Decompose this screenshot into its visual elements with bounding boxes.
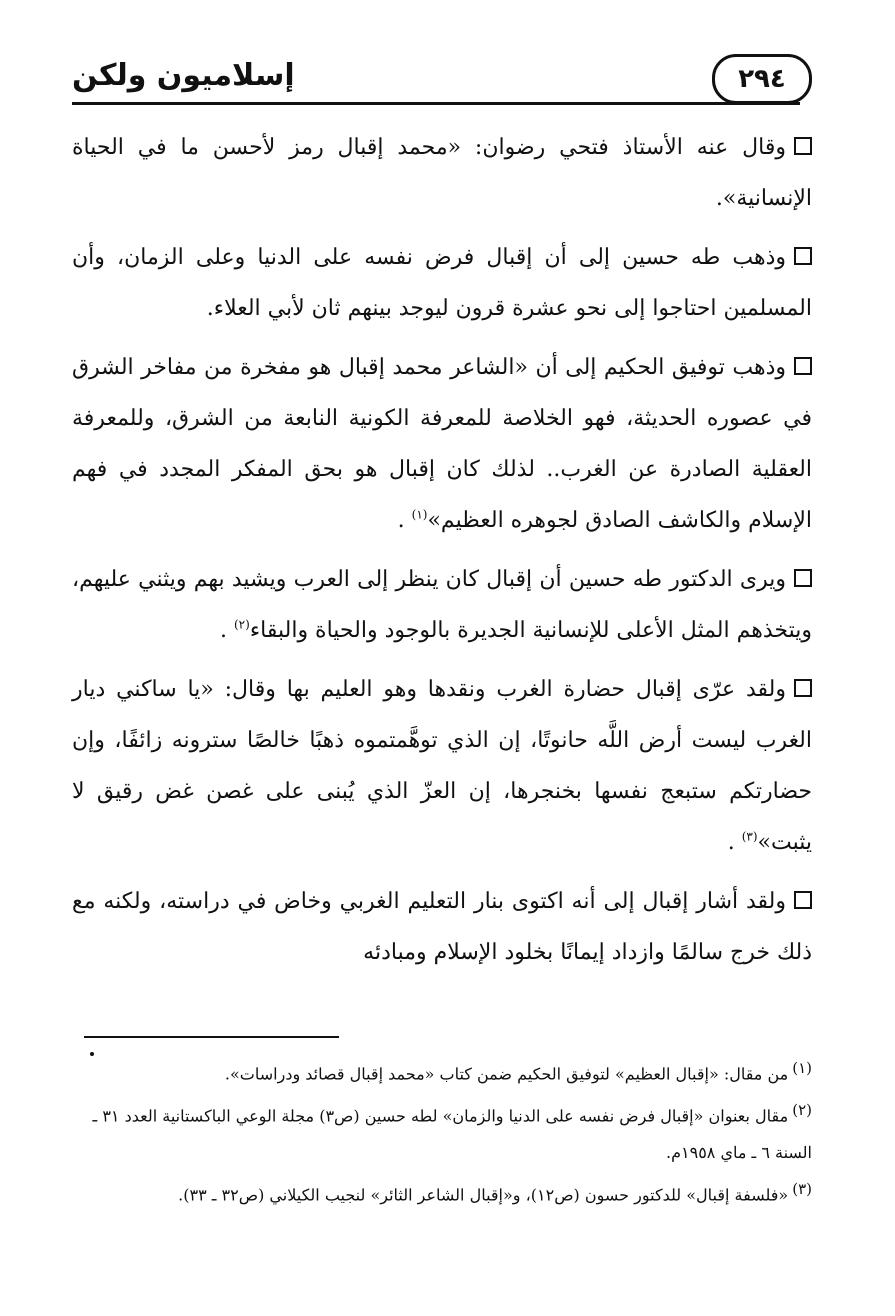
paragraph: وذهب طه حسين إلى أن إقبال فرض نفسه على الدنيا وعلى الزمان، وأن المسلمين احتاجوا إلى نحو عشرة قرون ليوجد بينهم ثان لأبي العلاء. xyxy=(72,245,812,321)
checkbox-bullet-icon xyxy=(794,247,812,265)
running-title: إسلاميون ولكن xyxy=(72,58,295,93)
footnote-ref: (١) xyxy=(411,507,428,522)
header-rule xyxy=(72,102,800,105)
checkbox-bullet-icon xyxy=(794,891,812,909)
main-text xyxy=(72,122,812,986)
footnote: (١)من مقال: «إقبال العظيم» لتوفيق الحكيم ضمن كتاب «محمد إقبال قصائد ودراسات». xyxy=(224,1059,812,1084)
page-header xyxy=(72,50,812,108)
paragraph: ولقد عرّى إقبال حضارة الغرب ونقدها وهو العليم بها وقال: «يا ساكني ديار الغرب ليست أرض اللَّه حانوتًا، إن الذي توهَّمتموه ذهبًا خالصًا سترونه زائفًا، وإن حضارتكم ستبعج نفسها بخنجرها، إن العزّ الذي يُبنى على غصن غض رقيق لا يثبت»$^{(٣)}$ . xyxy=(72,677,812,855)
footnote: (٣)«فلسفة إقبال» للدكتور حسون (ص١٢)، و«إقبال الشاعر الثائر» لنجيب الكيلاني (ص٣٢ ـ ٣٣). xyxy=(178,1179,812,1204)
footnotes xyxy=(72,1050,812,1213)
paragraph: وذهب توفيق الحكيم إلى أن «الشاعر محمد إقبال هو مفخرة من مفاخر الشرق في عصوره الحديثة، فهو الخلاصة للمعرفة الكونية النابعة من الشرق، وللمعرفة العقلية الصادرة عن الغرب.. لذلك كان إقبال هو بحق المفكر المجدد في فهم الإسلام والكاشف الصادق لجوهره العظيم»$^{(١)}$ . xyxy=(72,355,812,533)
checkbox-bullet-icon xyxy=(794,137,812,155)
footnote-ref: (٣) xyxy=(741,829,758,844)
checkbox-bullet-icon xyxy=(794,679,812,697)
paragraph: ويرى الدكتور طه حسين أن إقبال كان ينظر إلى العرب ويشيد بهم ويثني عليهم، ويتخذهم المثل الأعلى للإنسانية الجديرة بالوجود والحياة والبقاء$^{(٢)}$ . xyxy=(72,567,812,643)
checkbox-bullet-icon xyxy=(794,569,812,587)
page-number: ٢٩٤ xyxy=(712,54,812,104)
footnote: (٢)مقال بعنوان «إقبال فرض نفسه على الدنيا والزمان» لطه حسين (ص٣) مجلة الوعي الباكستانية العدد ٣١ ـ السنة ٦ ـ ماي ١٩٥٨م. xyxy=(92,1101,812,1162)
checkbox-bullet-icon xyxy=(794,357,812,375)
paragraph: وقال عنه الأستاذ فتحي رضوان: «محمد إقبال رمز لأحسن ما في الحياة الإنسانية». xyxy=(72,135,812,211)
paragraph: ولقد أشار إقبال إلى أنه اكتوى بنار التعليم الغربي وخاض في دراسته، ولكنه مع ذلك خرج سالمًا وازداد إيمانًا بخلود الإسلام ومبادئه xyxy=(72,889,812,965)
footnote-ref: (٢) xyxy=(233,617,250,632)
footnote-separator xyxy=(84,1036,339,1038)
